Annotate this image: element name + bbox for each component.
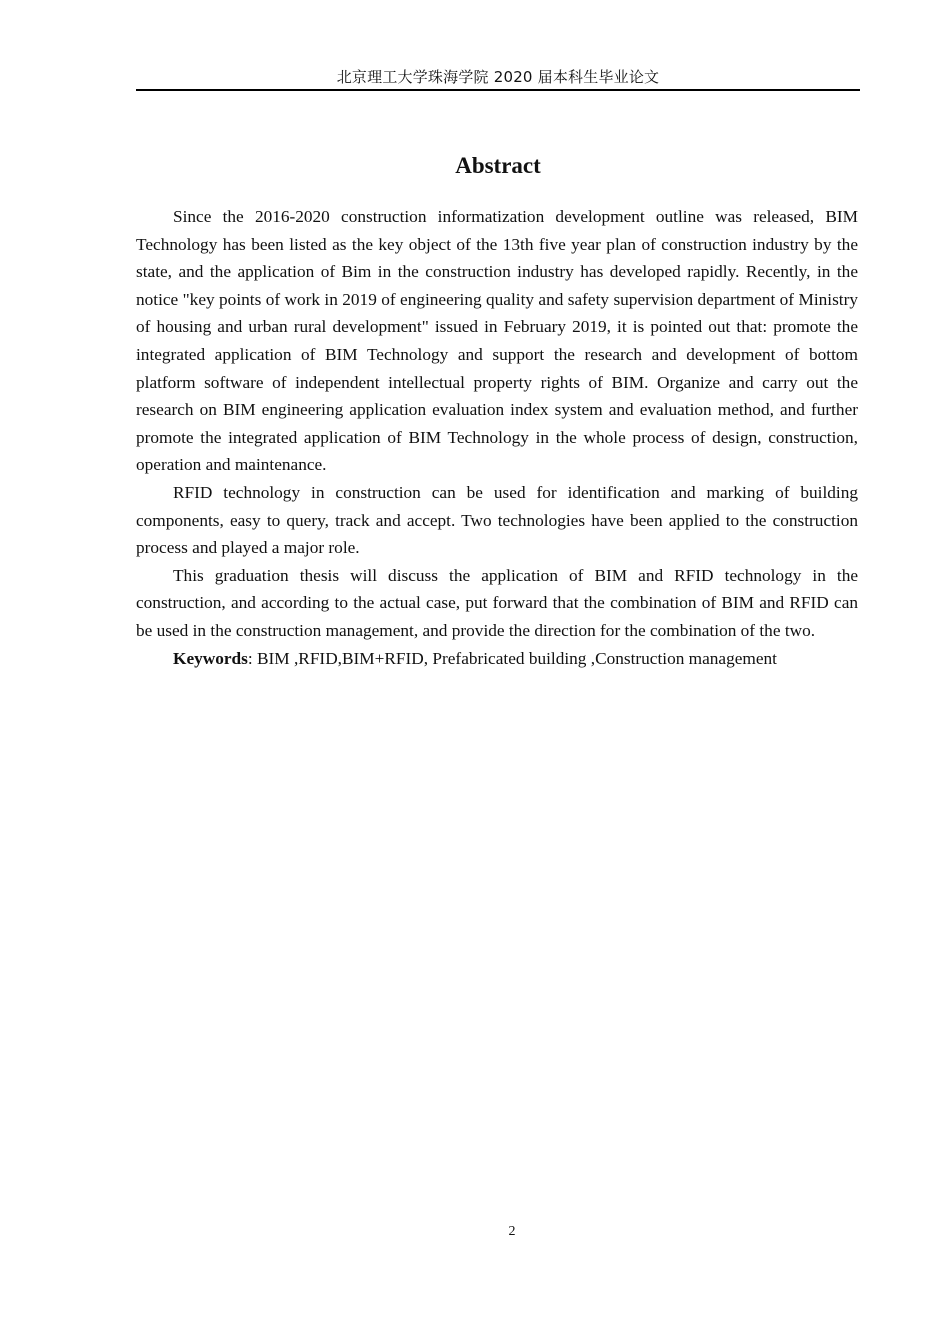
keywords-label: Keywords bbox=[173, 648, 248, 668]
abstract-title: Abstract bbox=[455, 153, 541, 178]
page-number: 2 bbox=[508, 1224, 516, 1239]
keywords-line bbox=[136, 645, 858, 673]
abstract-paragraph: RFID technology in construction can be used for identification and marking of building components, easy to query, track and accept. Two technologies have been applied to the construction process and played a major role. bbox=[136, 482, 858, 558]
header-text: 北京理工大学珠海学院 2020 届本科生毕业论文 bbox=[336, 68, 660, 86]
page-header bbox=[136, 66, 860, 91]
abstract-paragraph: This graduation thesis will discuss the application of BIM and RFID technology in the construction, and according to the actual case, put forward that the combination of BIM and RFID can be used in the construction management, and provide the direction for the combination of the two. bbox=[136, 565, 858, 640]
abstract-paragraph: Since the 2016-2020 construction informatization development outline was released, BIM Technology has been listed as the key object of the 13th five year plan of construction industry by the state, and the application of Bim in the construction industry has developed rapidly. Recently, in the notice "key points of work in 2019 of engineering quality and safety supervision department of Ministry of housing and urban rural development" issued in February 2019, it is pointed out that: promote the integrated application of BIM Technology and support the research and development of bottom platform software of independent intellectual property rights of BIM. Organize and carry out the research on BIM engineering application evaluation index system and evaluation method, and further promote the integrated application of BIM Technology in the whole process of design, construction, operation and maintenance. bbox=[136, 207, 858, 475]
abstract-body bbox=[136, 203, 858, 672]
keywords-text: : BIM ,RFID,BIM+RFID, Prefabricated building ,Construction management bbox=[247, 648, 777, 668]
